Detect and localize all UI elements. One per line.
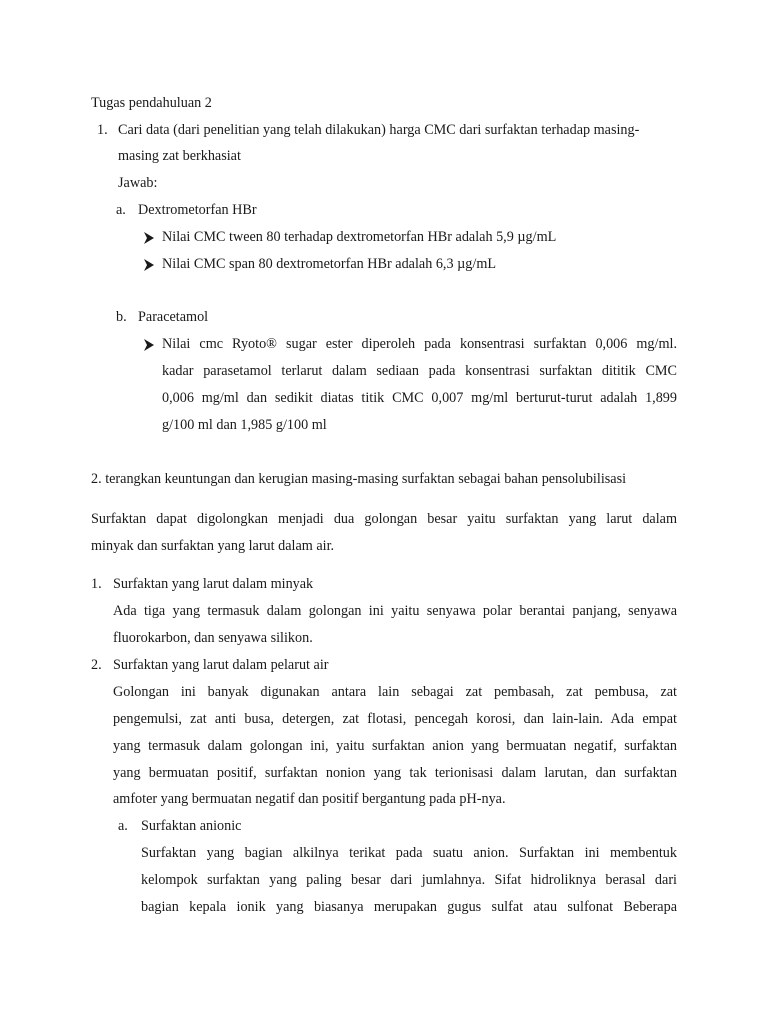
- q1-a-bullet-2: Nilai CMC span 80 dextrometorfan HBr adalah 6,3 µg/mL: [162, 256, 497, 272]
- q1-b-bullet-line-1: Nilai cmc Ryoto® sugar ester diperoleh pada konsentrasi surfaktan 0,006 mg/ml.: [162, 336, 677, 352]
- intro-line-2: minyak dan surfaktan yang larut dalam air.: [91, 538, 335, 554]
- item2-line-1: Golongan ini banyak digunakan antara lain sebagai zat pembasah, zat pembusa, zat: [113, 684, 677, 700]
- item2-a-letter: a.: [118, 818, 128, 834]
- item1-number: 1.: [91, 576, 102, 592]
- q1-a-bullet-1: Nilai CMC tween 80 terhadap dextrometorfan HBr adalah 5,9 µg/mL: [162, 229, 557, 245]
- q1-a-title: Dextrometorfan HBr: [138, 202, 257, 218]
- item2-line-2: pengemulsi, zat anti busa, detergen, zat flotasi, pencegah korosi, dan lain-lain. Ada empat: [113, 711, 677, 727]
- item2-a-line-3: bagian kepala ionik yang biasanya merupakan gugus sulfat atau sulfonat Beberapa: [141, 899, 677, 915]
- item1-title: Surfaktan yang larut dalam minyak: [113, 576, 314, 592]
- q1-b-bullet-line-2: kadar parasetamol terlarut dalam sediaan pada konsentrasi surfaktan dititik CMC: [162, 363, 677, 379]
- item2-line-4: yang bermuatan positif, surfaktan nonion yang tak terionisasi dalam larutan, dan surfaktan: [113, 765, 677, 781]
- q1-text-line-1: Cari data (dari penelitian yang telah dilakukan) harga CMC dari surfaktan terhadap masing-: [118, 122, 640, 138]
- q1-b-bullet-line-3: 0,006 mg/ml dan sedikit diatas titik CMC 0,007 mg/ml berturut-turut adalah 1,899: [162, 390, 677, 406]
- arrow-bullet-icon: [143, 258, 155, 272]
- q1-a-letter: a.: [116, 202, 126, 218]
- q1-b-bullet-line-4: g/100 ml dan 1,985 g/100 ml: [162, 417, 327, 433]
- q1-b-letter: b.: [116, 309, 127, 325]
- q2-text: 2. terangkan keuntungan dan kerugian masing-masing surfaktan sebagai bahan pensolubilisasi: [91, 471, 627, 487]
- item1-line-1: Ada tiga yang termasuk dalam golongan ini yaitu senyawa polar berantai panjang, senyawa: [113, 603, 677, 619]
- q1-b-title: Paracetamol: [138, 309, 209, 325]
- item2-a-line-1: Surfaktan yang bagian alkilnya terikat pada suatu anion. Surfaktan ini membentuk: [141, 845, 677, 861]
- intro-line-1: Surfaktan dapat digolongkan menjadi dua golongan besar yaitu surfaktan yang larut dalam: [91, 511, 677, 527]
- arrow-bullet-icon: [143, 231, 155, 245]
- item2-number: 2.: [91, 657, 102, 673]
- item2-line-5: amfoter yang bermuatan negatif dan positif bergantung pada pH-nya.: [113, 791, 506, 807]
- q1-number: 1.: [97, 122, 108, 138]
- answer-label: Jawab:: [118, 175, 158, 191]
- item1-line-2: fluorokarbon, dan senyawa silikon.: [113, 630, 313, 646]
- q1-text-line-2: masing zat berkhasiat: [118, 148, 241, 164]
- document-title: Tugas pendahuluan 2: [91, 95, 212, 111]
- item2-title: Surfaktan yang larut dalam pelarut air: [113, 657, 329, 673]
- arrow-bullet-icon: [143, 338, 155, 352]
- item2-a-line-2: kelompok surfaktan yang paling besar dari jumlahnya. Sifat hidroliknya berasal dari: [141, 872, 677, 888]
- item2-a-title: Surfaktan anionic: [141, 818, 242, 834]
- item2-line-3: yang termasuk dalam golongan ini, yaitu surfaktan anion yang bermuatan negatif, surfaktan: [113, 738, 677, 754]
